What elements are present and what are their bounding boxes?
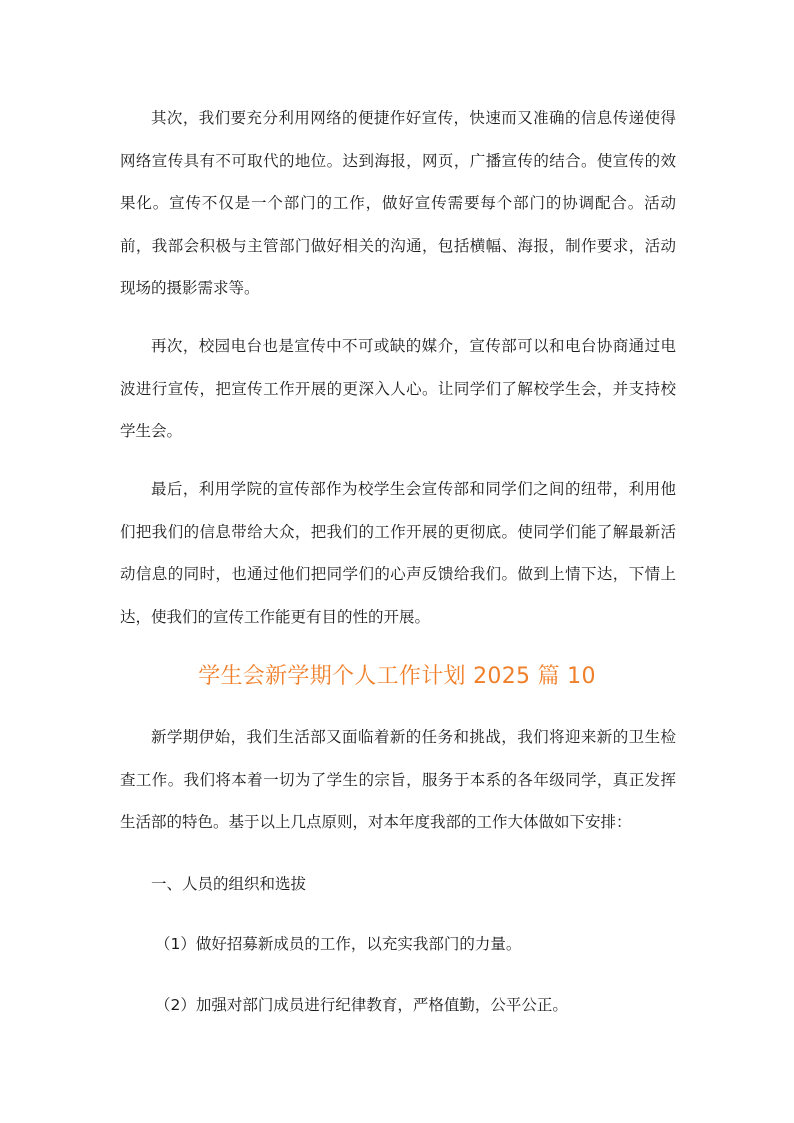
section-heading: 学生会新学期个人工作计划 2025 篇 10: [198, 664, 596, 689]
list-item-recruit: （1）做好招募新成员的工作，以充实我部门的力量。: [155, 935, 522, 953]
list-item-discipline: （2）加强对部门成员进行纪律教育，严格值勤，公平公正。: [155, 996, 568, 1014]
paragraph-college-publicity: 最后，利用学院的宣传部作为校学生会宣传部和同学们之间的纽带，利用他们把我们的信息带给大众，把我们的工作开展的更彻底。使同学们能了解最新活动信息的同时，也通过他们把同学们的心声反馈给我们。做到上情下达，下情上达，使我们的宣传工作能更有目的性的开展。: [120, 480, 676, 626]
paragraph-campus-radio: 再次，校园电台也是宣传中不可或缺的媒介，宣传部可以和电台协商通过电波进行宣传，把宣传工作开展的更深入人心。让同学们了解校学生会，并支持校学生会。: [120, 337, 676, 440]
paragraph-network-publicity: 其次，我们要充分利用网络的便捷作好宣传，快速而又准确的信息传递使得网络宣传具有不可取代的地位。达到海报，网页，广播宣传的结合。使宣传的效果化。宣传不仅是一个部门的工作，做好宣传需要每个部门的协调配合。活动前，我部会积极与主管部门做好相关的沟通，包括横幅、海报，制作要求，活动现场的摄影需求等。: [120, 109, 676, 297]
paragraph-intro: 新学期伊始，我们生活部又面临着新的任务和挑战，我们将迎来新的卫生检查工作。我们将本着一切为了学生的宗旨，服务于本系的各年级同学，真正发挥生活部的特色。基于以上几点原则，对本年度我部的工作大体做如下安排：: [120, 728, 676, 831]
section-title-personnel: 一、人员的组织和选拔: [151, 875, 307, 893]
